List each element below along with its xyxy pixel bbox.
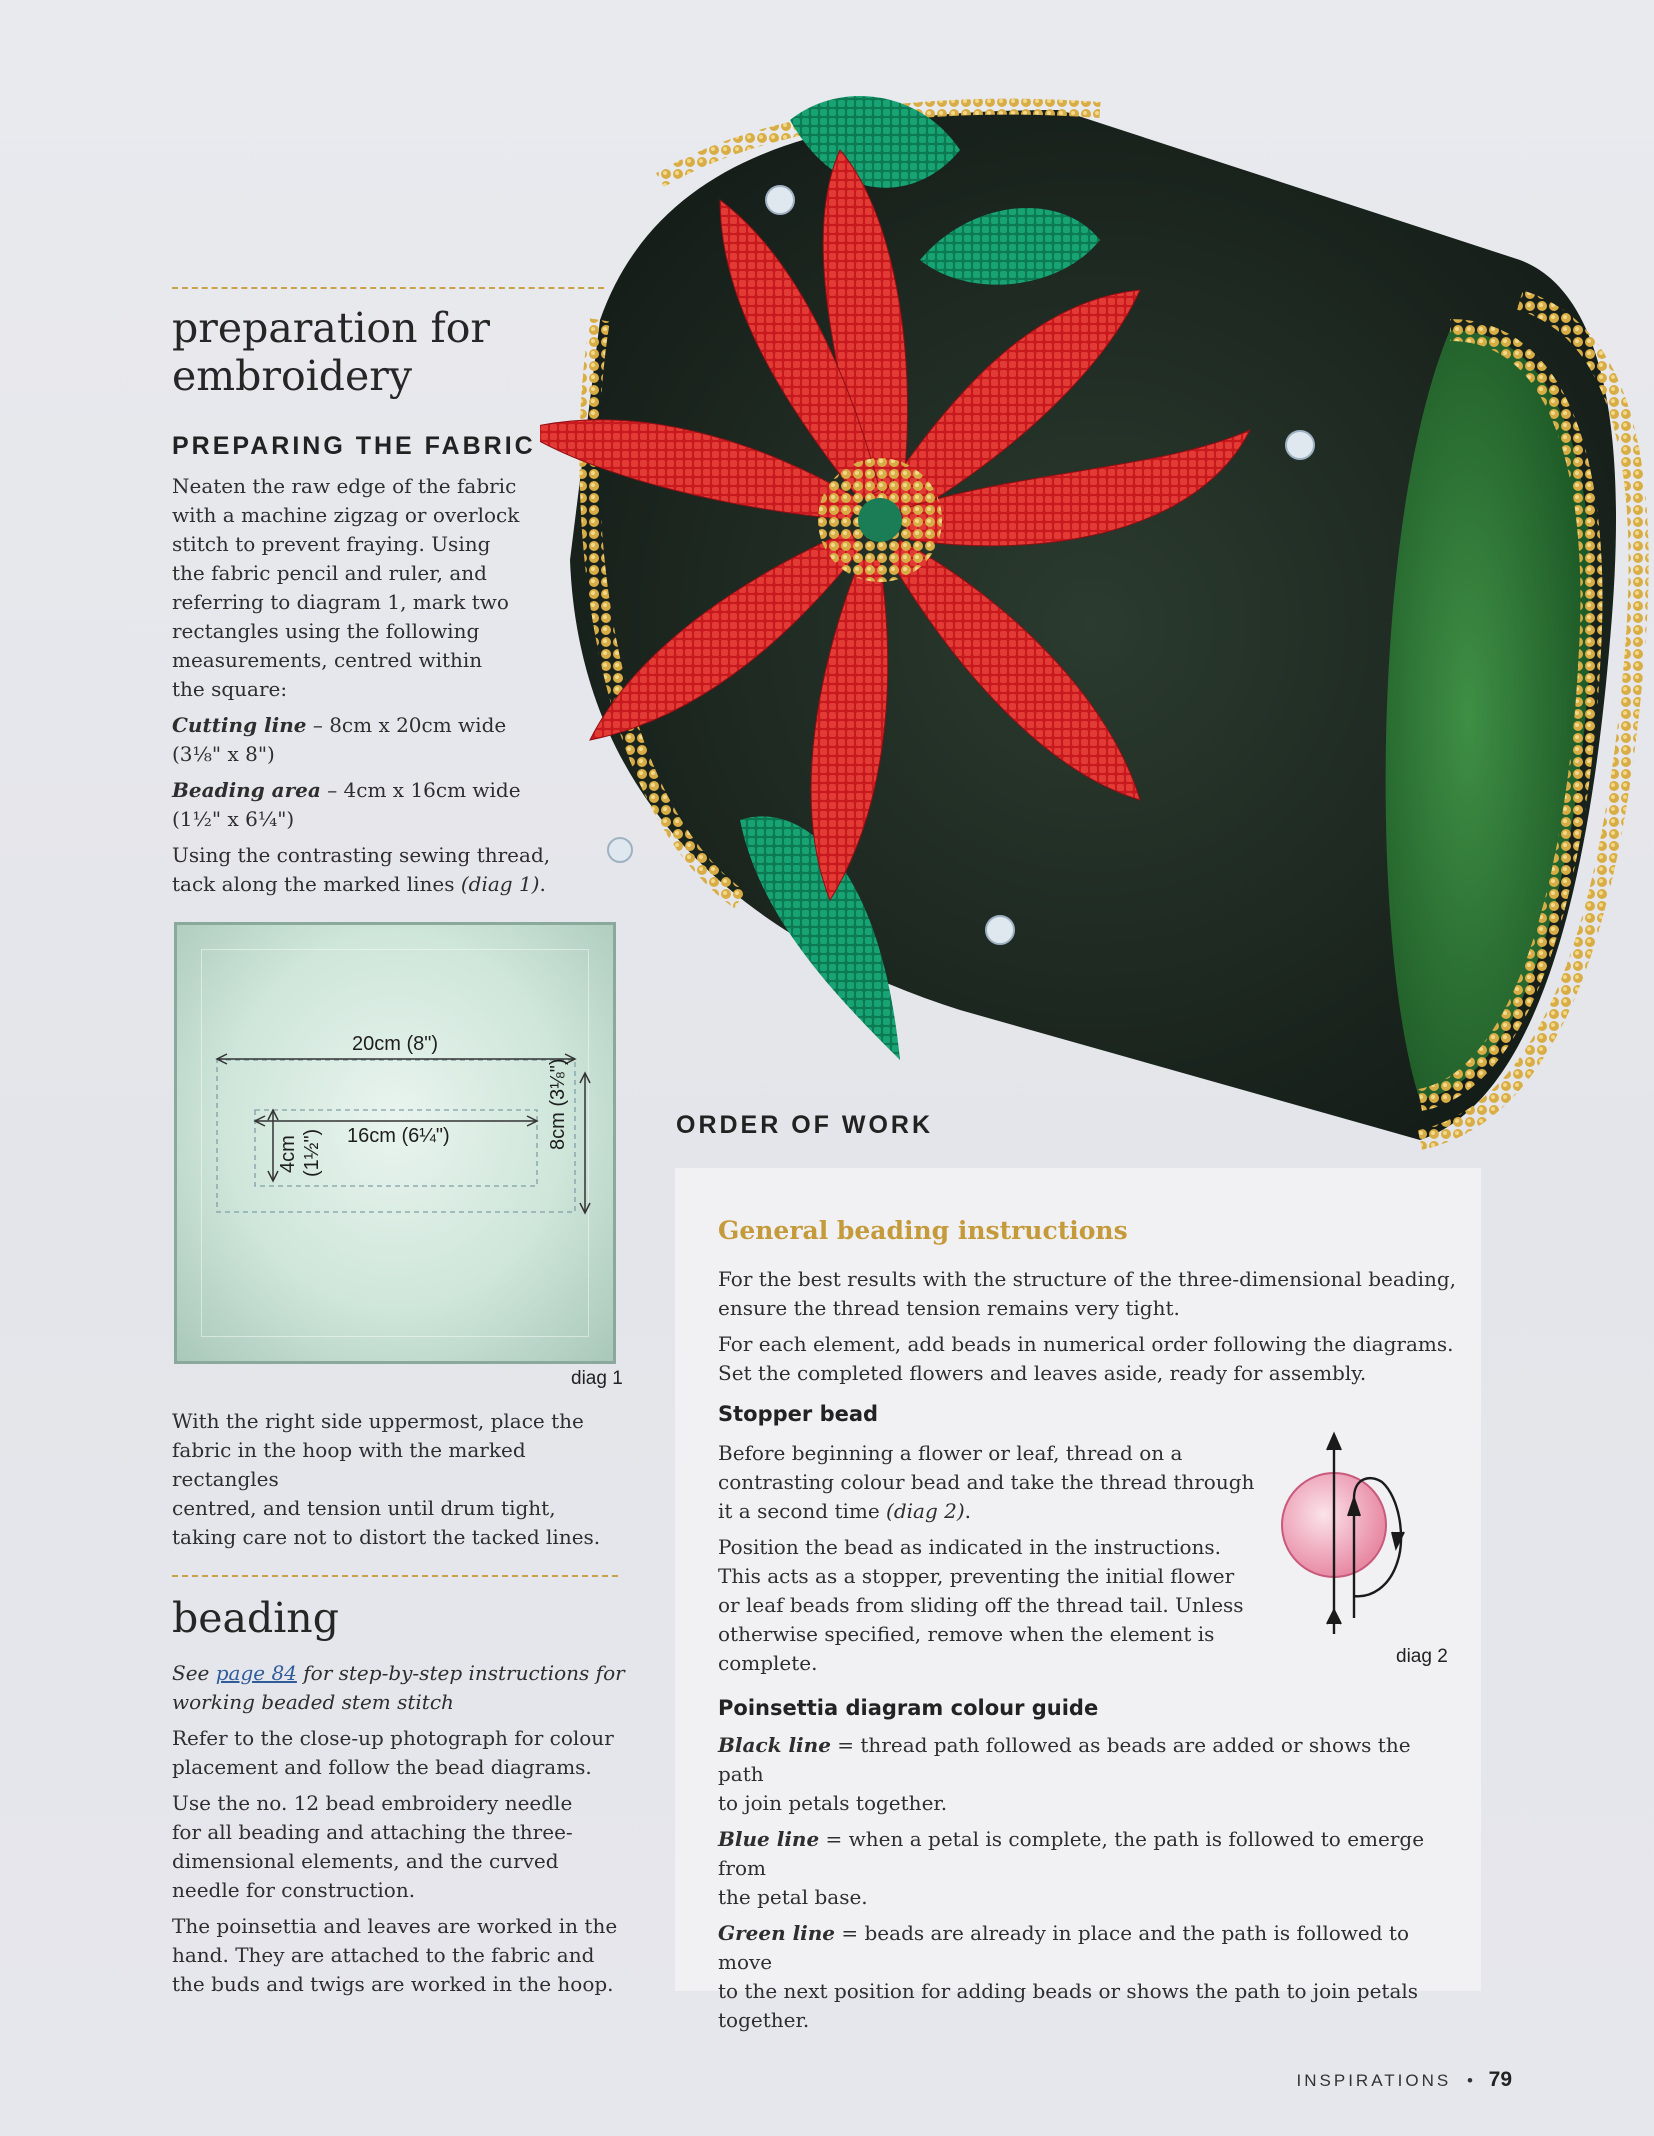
section-divider bbox=[172, 287, 604, 289]
needle-line: needle for construction. bbox=[172, 1878, 416, 1902]
tack-line-end: . bbox=[539, 872, 546, 896]
prep-line: stitch to prevent fraying. Using bbox=[172, 532, 491, 556]
poinsettia-line: hand. They are attached to the fabric and bbox=[172, 1943, 595, 1967]
green-line-label: Green line bbox=[718, 1921, 836, 1945]
tack-line: tack along the marked lines bbox=[172, 872, 461, 896]
refer-line: placement and follow the bead diagrams. bbox=[172, 1755, 592, 1779]
height-label: 8cm (3⅛") bbox=[547, 1058, 569, 1150]
diagram-2 bbox=[1270, 1428, 1410, 1648]
beading-text bbox=[172, 1659, 632, 2006]
general-line: For each element, add beads in numerical order following the diagrams. bbox=[718, 1332, 1454, 1356]
footer-bullet: • bbox=[1466, 2071, 1473, 2090]
preparing-fabric-text bbox=[172, 472, 612, 906]
diag2-caption: diag 2 bbox=[1396, 1646, 1448, 1667]
stopper-line: or leaf beads from sliding off the thread tail. Unless bbox=[718, 1593, 1244, 1617]
section-title-line1: preparation for bbox=[172, 304, 491, 352]
beading-area-imperial: (1½" x 6¼") bbox=[172, 807, 295, 831]
black-line-entry bbox=[718, 1731, 1458, 1818]
guide-text: together. bbox=[718, 2008, 810, 2032]
guide-text: = when a petal is complete, the path is followed to emerge from bbox=[718, 1827, 1425, 1880]
needle-line: Use the no. 12 bead embroidery needle bbox=[172, 1791, 573, 1815]
footer-section: INSPIRATIONS bbox=[1296, 2071, 1452, 2090]
inner-height-label: 4cm bbox=[277, 1135, 299, 1173]
preparing-fabric-heading: PREPARING THE FABRIC bbox=[172, 432, 536, 460]
stopper-bead-text bbox=[718, 1439, 1258, 1685]
inner-width-label: 16cm (6¼") bbox=[347, 1125, 450, 1147]
diag1-caption: diag 1 bbox=[571, 1368, 623, 1389]
see-text: working beaded stem stitch bbox=[172, 1690, 454, 1714]
prep-line: rectangles using the following bbox=[172, 619, 480, 643]
cutting-line-imperial: (3⅛" x 8") bbox=[172, 742, 275, 766]
prep-line: referring to diagram 1, mark two bbox=[172, 590, 509, 614]
section-title-beading: beading bbox=[172, 1594, 339, 1642]
stopper-line: complete. bbox=[718, 1651, 818, 1675]
beading-area-label: Beading area bbox=[172, 778, 321, 802]
diag-reference: (diag 1) bbox=[460, 872, 540, 896]
colour-guide-title: Poinsettia diagram colour guide bbox=[718, 1696, 1099, 1720]
poinsettia-napkin-ring-photo bbox=[540, 0, 1654, 1160]
section-divider bbox=[172, 1575, 618, 1577]
guide-text: the petal base. bbox=[718, 1885, 868, 1909]
cutting-line-spec bbox=[172, 711, 612, 769]
prep-line: with a machine zigzag or overlock bbox=[172, 503, 520, 527]
tack-instruction bbox=[172, 841, 612, 899]
prep-line: the fabric pencil and ruler, and bbox=[172, 561, 487, 585]
page-number: 79 bbox=[1488, 2068, 1512, 2091]
colour-guide-text bbox=[718, 1731, 1458, 2042]
green-line-entry bbox=[718, 1919, 1458, 2035]
order-of-work-box bbox=[675, 1168, 1481, 2032]
hoop-line: centred, and tension until drum tight, bbox=[172, 1496, 556, 1520]
needle-line: dimensional elements, and the curved bbox=[172, 1849, 559, 1873]
stopper-line: contrasting colour bead and take the thread through bbox=[718, 1470, 1255, 1494]
guide-text: to the next position for adding beads or shows the path to join petals bbox=[718, 1979, 1419, 2003]
width-label: 20cm (8") bbox=[352, 1033, 439, 1055]
general-line: ensure the thread tension remains very tight. bbox=[718, 1296, 1180, 1320]
stopper-line: Position the bead as indicated in the instructions. bbox=[718, 1535, 1222, 1559]
stopper-line: it a second time bbox=[718, 1499, 887, 1523]
cutting-line-text: – 8cm x 20cm wide bbox=[306, 713, 507, 737]
prep-line: Neaten the raw edge of the fabric bbox=[172, 474, 517, 498]
stopper-line-end: . bbox=[964, 1499, 972, 1523]
guide-text: = beads are already in place and the path is followed to move bbox=[718, 1921, 1409, 1974]
section-title-line2: embroidery bbox=[172, 352, 413, 400]
blue-line-label: Blue line bbox=[718, 1827, 820, 1851]
beading-area-text: – 4cm x 16cm wide bbox=[320, 778, 521, 802]
page-footer bbox=[1297, 2068, 1512, 2092]
general-line: For the best results with the structure of the three-dimensional beading, bbox=[718, 1267, 1457, 1291]
see-text: for step-by-step instructions for bbox=[296, 1661, 625, 1685]
tack-line: Using the contrasting sewing thread, bbox=[172, 843, 551, 867]
see-reference bbox=[172, 1659, 632, 1717]
blue-line-entry bbox=[718, 1825, 1458, 1912]
general-instructions-title: General beading instructions bbox=[718, 1216, 1128, 1245]
hoop-line: fabric in the hoop with the marked rectangles bbox=[172, 1438, 526, 1491]
hoop-instruction bbox=[172, 1407, 632, 1559]
beading-area-spec bbox=[172, 776, 612, 834]
poinsettia-line: The poinsettia and leaves are worked in the bbox=[172, 1914, 618, 1938]
stopper-line: This acts as a stopper, preventing the initial flower bbox=[718, 1564, 1235, 1588]
section-title-preparation bbox=[172, 304, 612, 400]
cutting-line-label: Cutting line bbox=[172, 713, 307, 737]
stopper-line: Before beginning a flower or leaf, thread on a bbox=[718, 1441, 1183, 1465]
general-instructions-text bbox=[718, 1265, 1458, 1395]
diagram-1 bbox=[174, 922, 616, 1364]
stopper-line: otherwise specified, remove when the element is bbox=[718, 1622, 1215, 1646]
diag-reference: (diag 2) bbox=[886, 1499, 965, 1523]
stopper-bead-title: Stopper bead bbox=[718, 1402, 879, 1426]
order-of-work-heading: ORDER OF WORK bbox=[676, 1111, 934, 1139]
poinsettia-line: the buds and twigs are worked in the hoop. bbox=[172, 1972, 614, 1996]
hoop-line: With the right side uppermost, place the bbox=[172, 1409, 584, 1433]
prep-line: measurements, centred within bbox=[172, 648, 483, 672]
general-line: Set the completed flowers and leaves aside, ready for assembly. bbox=[718, 1361, 1367, 1385]
refer-line: Refer to the close-up photograph for colour bbox=[172, 1726, 614, 1750]
black-line-label: Black line bbox=[718, 1733, 831, 1757]
page-84-link[interactable]: page 84 bbox=[215, 1661, 297, 1685]
hoop-line: taking care not to distort the tacked lines. bbox=[172, 1525, 601, 1549]
guide-text: to join petals together. bbox=[718, 1791, 948, 1815]
guide-text: = thread path followed as beads are added or shows the path bbox=[718, 1733, 1411, 1786]
see-text: See bbox=[172, 1661, 216, 1685]
needle-line: for all beading and attaching the three- bbox=[172, 1820, 573, 1844]
inner-height-label-imperial: (1½") bbox=[301, 1128, 323, 1177]
prep-line: the square: bbox=[172, 677, 288, 701]
